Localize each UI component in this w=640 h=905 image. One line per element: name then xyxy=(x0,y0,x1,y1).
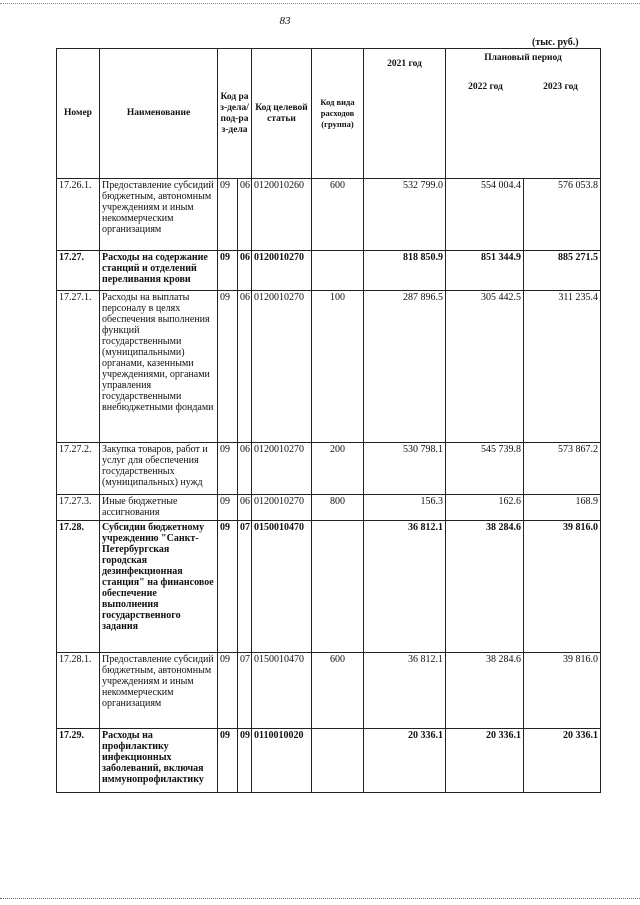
header-name: Наименование xyxy=(100,49,218,179)
row-amount-2022: 20 336.1 xyxy=(446,729,524,793)
table-row xyxy=(57,179,601,251)
header-year-2023: 2023 год xyxy=(543,82,578,92)
table-header-row xyxy=(57,49,601,179)
row-expense-type: 800 xyxy=(312,495,364,521)
planning-subheaders xyxy=(448,82,598,93)
header-section-code: Код раз-дела/под-раз-дела xyxy=(218,49,252,179)
row-subsection: 07 xyxy=(238,653,252,729)
row-subsection: 07 xyxy=(238,521,252,653)
row-subsection: 09 xyxy=(238,729,252,793)
row-number: 17.28. xyxy=(57,521,100,653)
row-number: 17.27.1. xyxy=(57,291,100,443)
row-expense-type xyxy=(312,251,364,291)
row-name: Субсидии бюджетному учреждению "Санкт-Петербургская городская дезинфекционная станция" на финансовое обеспечение выполнения государственного задания xyxy=(100,521,218,653)
row-amount-2021: 36 812.1 xyxy=(364,653,446,729)
row-name: Расходы на содержание станций и отделений переливания крови xyxy=(100,251,218,291)
row-number: 17.29. xyxy=(57,729,100,793)
row-name: Расходы на профилактику инфекционных заболеваний, включая иммунопрофилактику xyxy=(100,729,218,793)
header-expense-type-code: Код вида расходов (группа) xyxy=(312,49,364,179)
header-target-code: Код целевой статьи xyxy=(252,49,312,179)
row-subsection: 06 xyxy=(238,495,252,521)
units-label: (тыс. руб.) xyxy=(532,37,579,48)
row-amount-2023: 576 053.8 xyxy=(524,179,601,251)
row-amount-2022: 305 442.5 xyxy=(446,291,524,443)
row-amount-2021: 530 798.1 xyxy=(364,443,446,495)
row-section: 09 xyxy=(218,495,238,521)
row-name: Предоставление субсидий бюджетным, автономным учреждениям и иным некоммерческим организациям xyxy=(100,653,218,729)
row-amount-2022: 554 004.4 xyxy=(446,179,524,251)
row-amount-2023: 885 271.5 xyxy=(524,251,601,291)
header-year-2021: 2021 год xyxy=(364,49,446,179)
row-name: Предоставление субсидий бюджетным, автономным учреждениям и иным некоммерческим организациям xyxy=(100,179,218,251)
row-name: Расходы на выплаты персоналу в целях обеспечения выполнения функций государственными (муниципальными) органами, казенными учреждениями, органами управления государственными внебюджетными фондами xyxy=(100,291,218,443)
row-amount-2022: 162.6 xyxy=(446,495,524,521)
row-target-code: 0120010270 xyxy=(252,251,312,291)
row-target-code: 0150010470 xyxy=(252,521,312,653)
row-target-code: 0120010270 xyxy=(252,291,312,443)
row-amount-2022: 38 284.6 xyxy=(446,653,524,729)
row-section: 09 xyxy=(218,521,238,653)
row-amount-2021: 156.3 xyxy=(364,495,446,521)
row-amount-2022: 851 344.9 xyxy=(446,251,524,291)
row-amount-2022: 545 739.8 xyxy=(446,443,524,495)
table-row xyxy=(57,443,601,495)
row-expense-type xyxy=(312,521,364,653)
row-section: 09 xyxy=(218,729,238,793)
row-target-code: 0150010470 xyxy=(252,653,312,729)
row-amount-2021: 287 896.5 xyxy=(364,291,446,443)
row-subsection: 06 xyxy=(238,291,252,443)
row-amount-2023: 573 867.2 xyxy=(524,443,601,495)
row-expense-type: 100 xyxy=(312,291,364,443)
row-number: 17.27.3. xyxy=(57,495,100,521)
row-amount-2023: 311 235.4 xyxy=(524,291,601,443)
row-target-code: 0120010270 xyxy=(252,443,312,495)
row-number: 17.27. xyxy=(57,251,100,291)
table-row xyxy=(57,521,601,653)
table-row xyxy=(57,653,601,729)
row-expense-type: 200 xyxy=(312,443,364,495)
row-number: 17.26.1. xyxy=(57,179,100,251)
table-row xyxy=(57,251,601,291)
row-subsection: 06 xyxy=(238,179,252,251)
table-row xyxy=(57,495,601,521)
header-year-2022: 2022 год xyxy=(468,82,503,92)
row-expense-type: 600 xyxy=(312,653,364,729)
row-section: 09 xyxy=(218,291,238,443)
row-expense-type xyxy=(312,729,364,793)
header-number: Номер xyxy=(57,49,100,179)
top-scan-edge xyxy=(0,3,640,4)
row-section: 09 xyxy=(218,251,238,291)
table-body xyxy=(57,179,601,793)
header-planning-period xyxy=(446,49,601,179)
planning-period-label: Плановый период xyxy=(484,53,562,63)
row-amount-2023: 20 336.1 xyxy=(524,729,601,793)
row-amount-2022: 38 284.6 xyxy=(446,521,524,653)
page-number: 83 xyxy=(279,15,291,27)
row-number: 17.27.2. xyxy=(57,443,100,495)
row-amount-2021: 532 799.0 xyxy=(364,179,446,251)
row-section: 09 xyxy=(218,443,238,495)
row-amount-2021: 20 336.1 xyxy=(364,729,446,793)
row-amount-2021: 36 812.1 xyxy=(364,521,446,653)
row-section: 09 xyxy=(218,179,238,251)
row-name: Иные бюджетные ассигнования xyxy=(100,495,218,521)
row-subsection: 06 xyxy=(238,443,252,495)
table-row xyxy=(57,291,601,443)
row-amount-2023: 168.9 xyxy=(524,495,601,521)
table-row xyxy=(57,729,601,793)
row-amount-2023: 39 816.0 xyxy=(524,653,601,729)
row-amount-2023: 39 816.0 xyxy=(524,521,601,653)
budget-table xyxy=(56,48,601,793)
row-target-code: 0120010270 xyxy=(252,495,312,521)
row-amount-2021: 818 850.9 xyxy=(364,251,446,291)
row-subsection: 06 xyxy=(238,251,252,291)
row-expense-type: 600 xyxy=(312,179,364,251)
row-number: 17.28.1. xyxy=(57,653,100,729)
bottom-scan-edge xyxy=(0,898,640,899)
row-section: 09 xyxy=(218,653,238,729)
row-name: Закупка товаров, работ и услуг для обеспечения государственных (муниципальных) нужд xyxy=(100,443,218,495)
row-target-code: 0110010020 xyxy=(252,729,312,793)
row-target-code: 0120010260 xyxy=(252,179,312,251)
